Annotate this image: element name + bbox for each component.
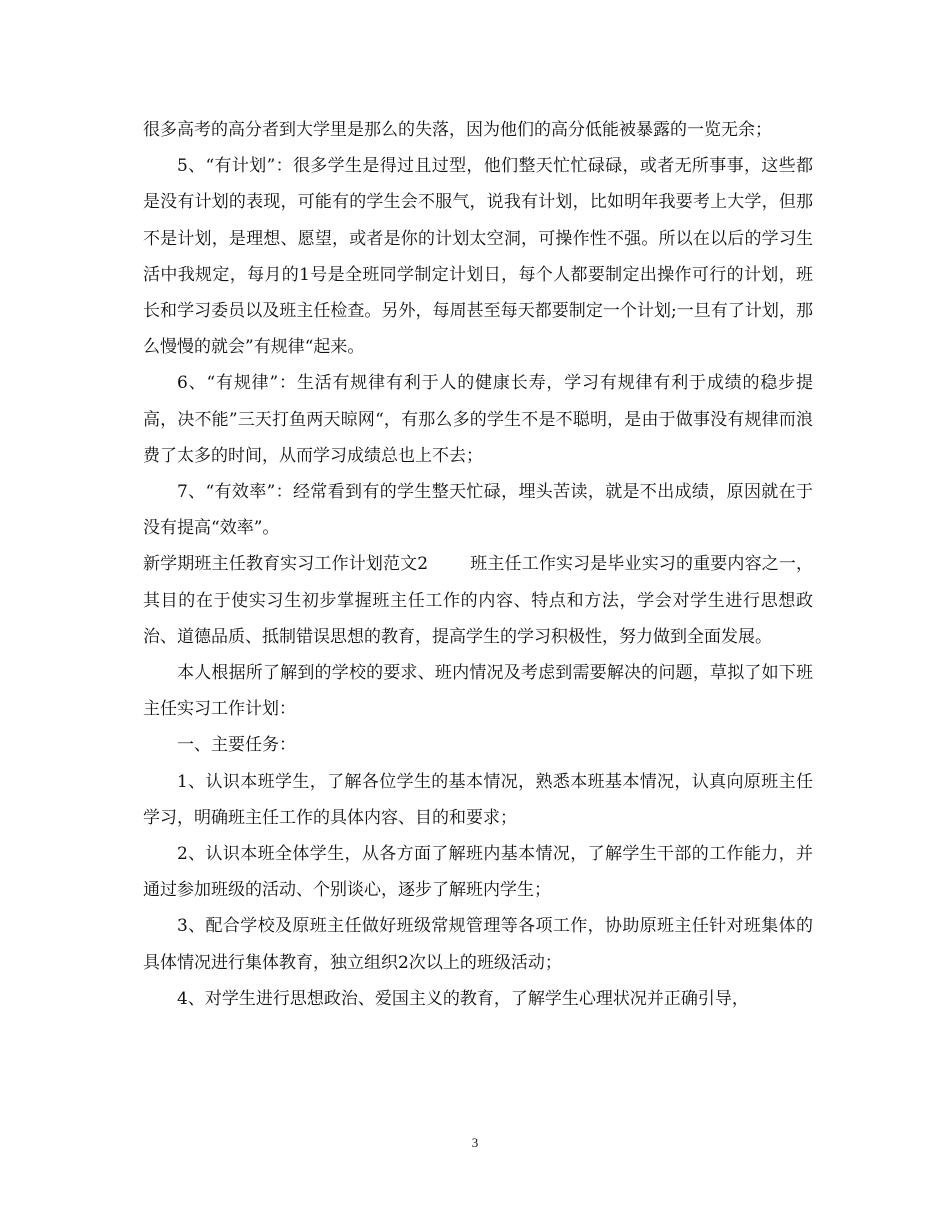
paragraph-task-4: 4、对学生进行思想政治、爱国主义的教育，了解学生心理状况并正确引导， (177, 988, 749, 1009)
page-number: 3 (471, 1135, 479, 1150)
paragraph-plan-intro: 本人根据所了解到的学校的要求、班内情况及考虑到需要解决的问题，草拟了如下班主任实习工作计划： (143, 663, 813, 720)
section-title: 新学期班主任教育实习工作计划范文2 (143, 554, 429, 575)
paragraph-item-6-regularity: 6、“有规律”：生活有规律有利于人的健康长寿，学习有规律有利于成绩的稳步提高，决不能”三天打鱼两天晾网“，有那么多的学生不是不聪明，是由于做事没有规律而浪费了太多的时间，从而学习成绩总也上不去； (143, 373, 813, 466)
paragraph-main-tasks-heading: 一、主要任务： (177, 735, 296, 756)
paragraph-item-7-efficiency: 7、“有效率”：经常看到有的学生整天忙碌，埋头苦读，就是不出成绩，原因就在于没有提高“效率”。 (143, 482, 813, 539)
paragraph-item-5-plan: 5、“有计划”：很多学生是得过且过型，他们整天忙忙碌碌，或者无所事事，这些都是没有计划的表现，可能有的学生会不服气，说我有计划，比如明年我要考上大学，但那不是计划，是理想、愿望，或者是你的计划太空洞，可操作性不强。所以在以后的学习生活中我规定，每月的1号是全班同学制定计划日，每个人都要制定出操作可行的计划，班长和学习委员以及班主任检查。另外，每周甚至每天都要制定一个计划;一旦有了计划，那么慢慢的就会”有规律“起来。 (143, 156, 813, 358)
paragraph-task-1: 1、认识本班学生，了解各位学生的基本情况，熟悉本班基本情况，认真向原班主任学习，明确班主任工作的具体内容、目的和要求； (143, 771, 813, 828)
document-body (143, 112, 813, 1017)
paragraph-section-title (143, 546, 813, 655)
paragraph-task-2: 2、认识本班全体学生，从各方面了解班内基本情况，了解学生干部的工作能力，并通过参加班级的活动、个别谈心，逐步了解班内学生； (143, 844, 813, 901)
paragraph-continuation: 很多高考的高分者到大学里是那么的失落，因为他们的高分低能被暴露的一览无余； (143, 120, 772, 140)
paragraph-task-3: 3、配合学校及原班主任做好班级常规管理等各项工作，协助原班主任针对班集体的具体情况进行集体教育，独立组织2次以上的班级活动； (143, 916, 813, 973)
section-intro-text: 班主任工作实习是毕业实习的重要内容之一，其目的在于使实习生初步掌握班主任工作的内容、特点和方法，学会对学生进行思想政治、道德品质、抵制错误思想的教育，提高学生的学习积极性，努力做到全面发展。 (143, 554, 813, 647)
